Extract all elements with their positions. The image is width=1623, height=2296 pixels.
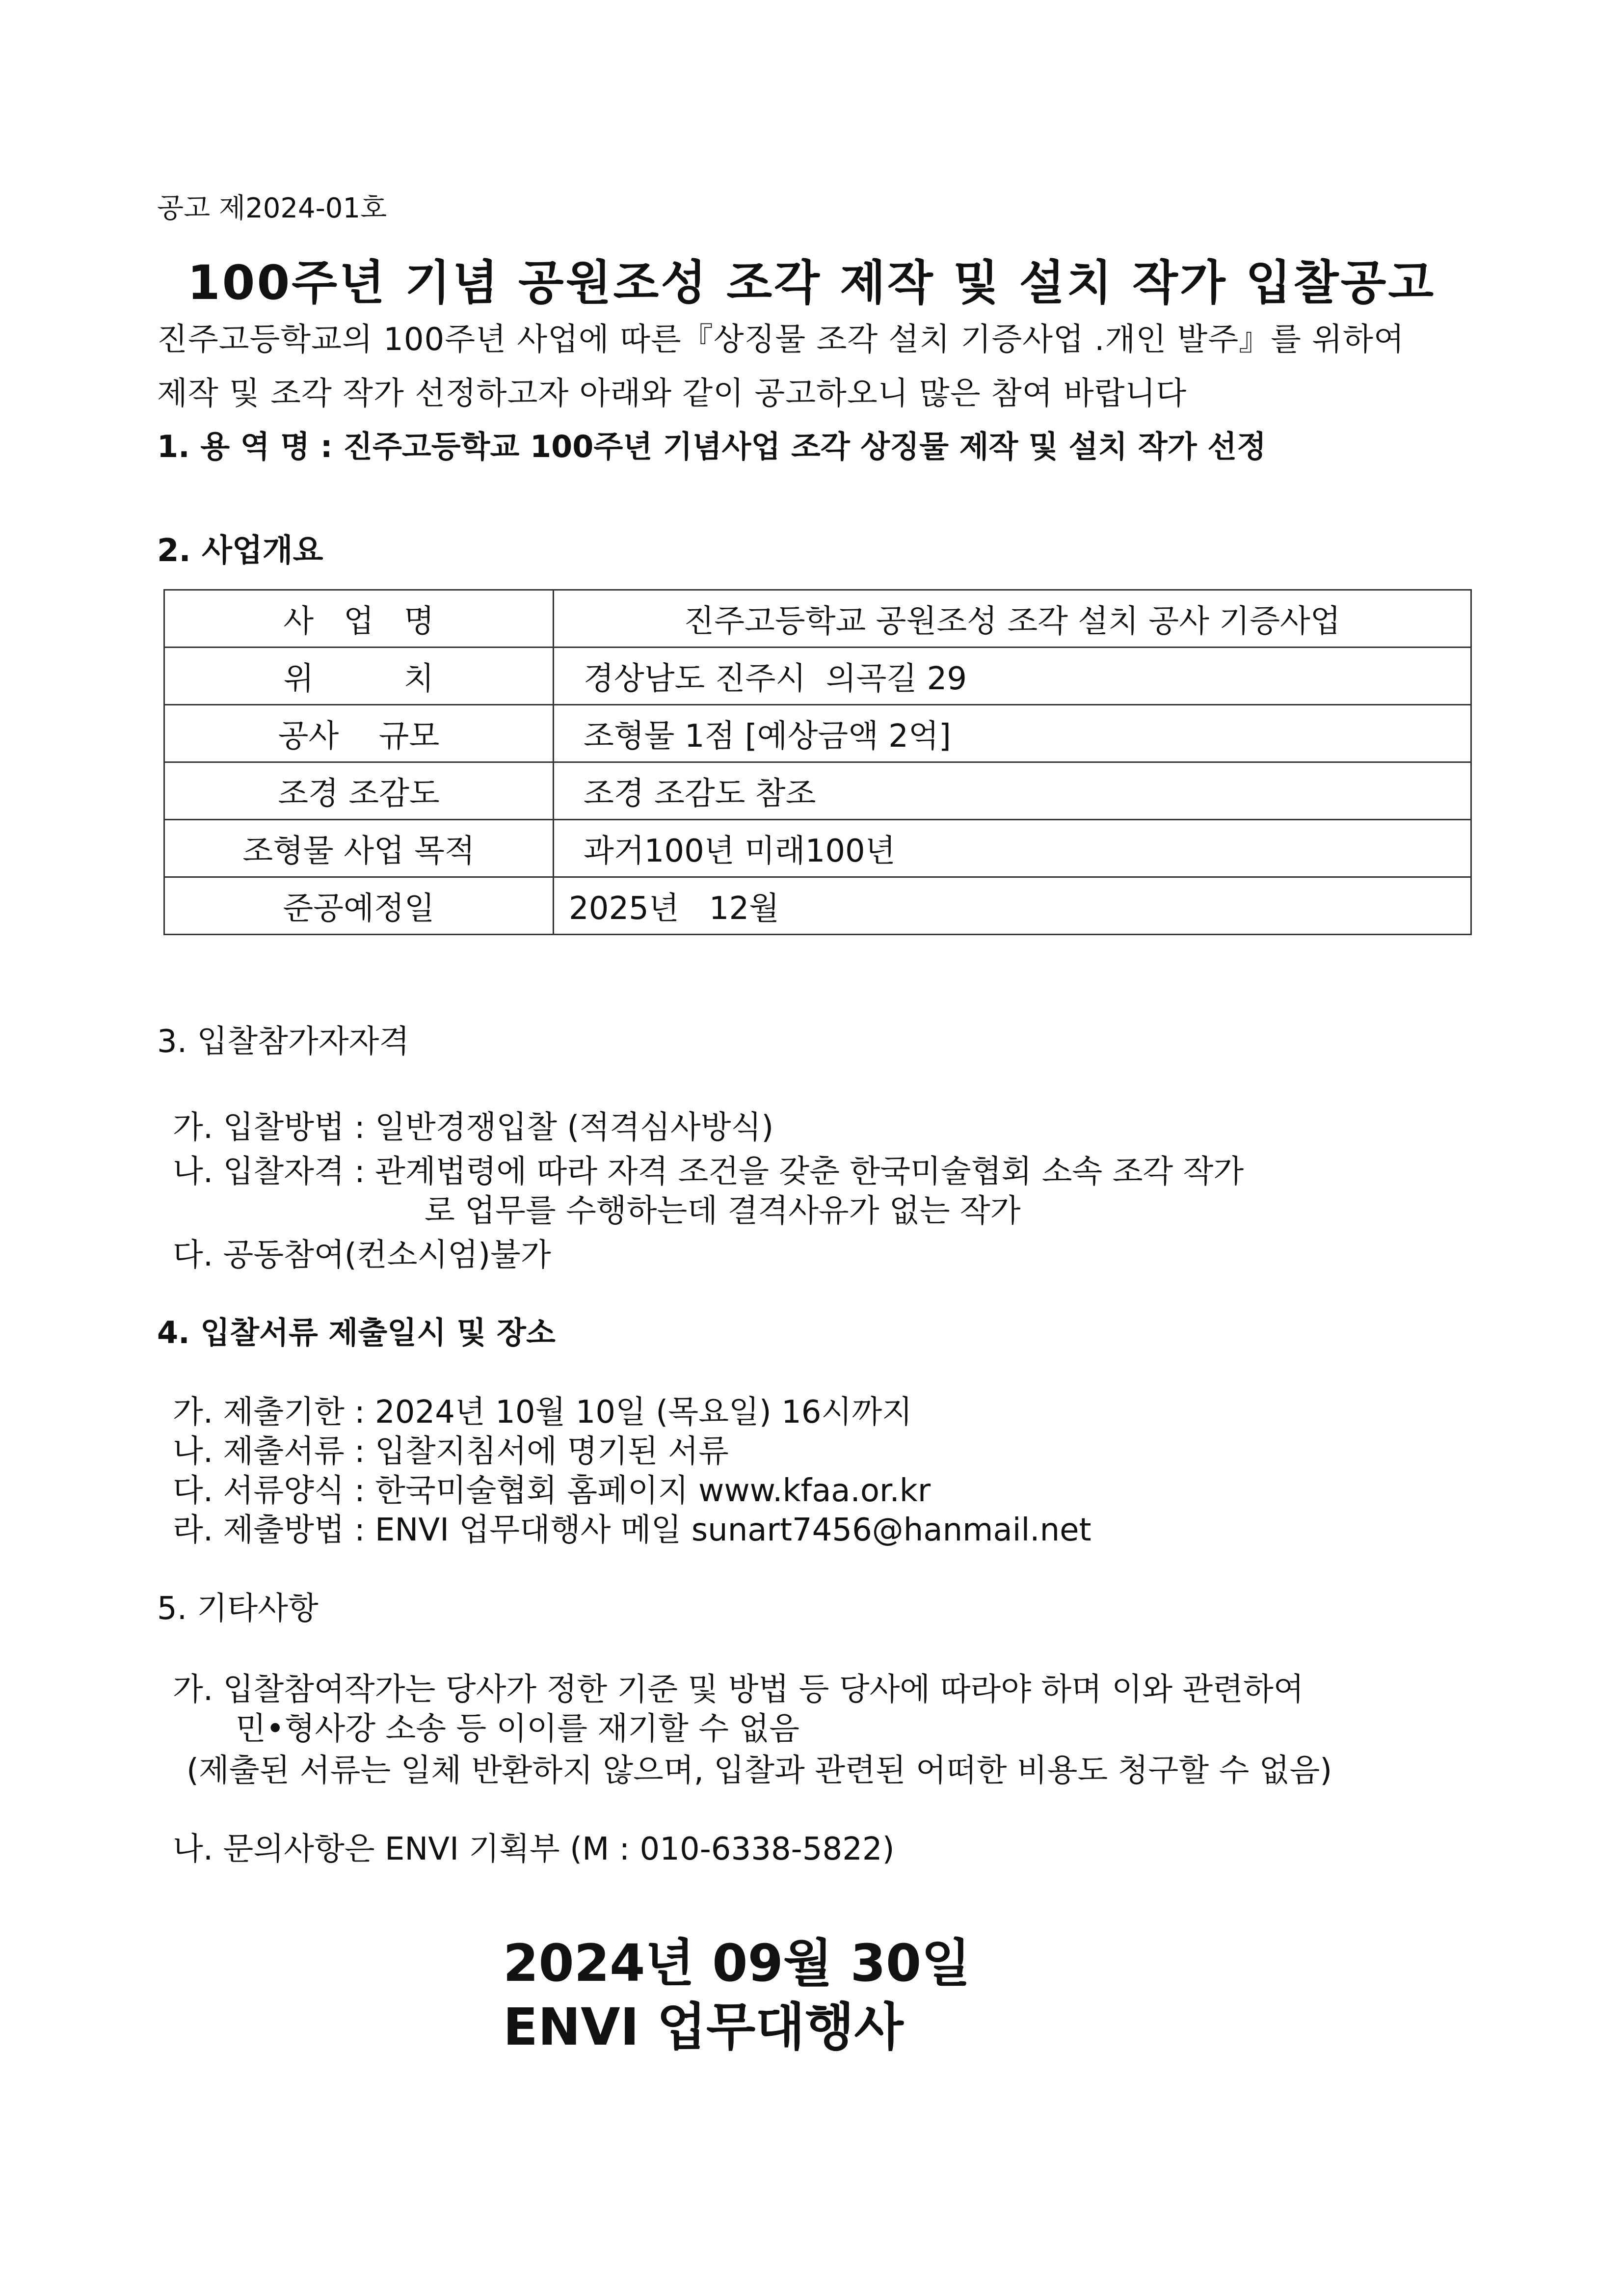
list-item: 나. 제출서류 : 입찰지침서에 명기된 서류 bbox=[173, 1433, 729, 1470]
list-item-continuation: 로 업무를 수행하는데 결격사유가 없는 작가 bbox=[425, 1193, 1021, 1229]
row-value: 진주고등학교 공원조성 조각 설치 공사 기증사업 bbox=[554, 590, 1471, 648]
table-row bbox=[164, 762, 1471, 820]
list-item: 가. 제출기한 : 2024년 10월 10일 (목요일) 16시까지 bbox=[173, 1394, 912, 1431]
list-item-note: (제출된 서류는 일체 반환하지 않으며, 입찰과 관련된 어떠한 비용도 청구할 수 없음) bbox=[186, 1753, 1332, 1789]
list-item: 라. 제출방법 : ENVI 업무대행사 메일 sunart7456@hanmail.net bbox=[173, 1512, 1091, 1548]
row-value: 조경 조감도 참조 bbox=[554, 762, 1471, 820]
table-row bbox=[164, 820, 1471, 877]
list-item: 가. 입찰참여작가는 당사가 정한 기준 및 방법 등 당사에 따라야 하며 이와 관련하여 bbox=[173, 1672, 1304, 1708]
section-2-heading: 2. 사업개요 bbox=[157, 533, 323, 569]
list-item-continuation: 민•형사강 소송 등 이이를 재기할 수 없음 bbox=[236, 1711, 799, 1747]
list-item: 다. 공동참여(컨소시엄)불가 bbox=[173, 1237, 551, 1273]
table-row bbox=[164, 648, 1471, 705]
row-value: 조형물 1점 [예상금액 2억] bbox=[554, 705, 1471, 762]
table-row bbox=[164, 590, 1471, 648]
announcement-date: 2024년 09월 30일 bbox=[503, 1933, 971, 1993]
section-3-heading: 3. 입찰참가자자격 bbox=[157, 1024, 410, 1060]
row-label: 공사 규모 bbox=[164, 705, 554, 762]
row-value: 경상남도 진주시 의곡길 29 bbox=[554, 648, 1471, 705]
row-label: 조형물 사업 목적 bbox=[164, 820, 554, 877]
list-item: 가. 입찰방법 : 일반경쟁입찰 (적격심사방식) bbox=[173, 1109, 774, 1146]
intro-line-2: 제작 및 조각 작가 선정하고자 아래와 같이 공고하오니 많은 참여 바랍니다 bbox=[157, 376, 1187, 412]
table-row bbox=[164, 705, 1471, 762]
list-item: 다. 서류양식 : 한국미술협회 홈페이지 www.kfaa.or.kr bbox=[173, 1473, 931, 1509]
list-item: 나. 입찰자격 : 관계법령에 따라 자격 조건을 갖춘 한국미술협회 소속 조각 작가 bbox=[173, 1154, 1244, 1190]
row-label: 위 치 bbox=[164, 648, 554, 705]
section-4-heading: 4. 입찰서류 제출일시 및 장소 bbox=[157, 1315, 556, 1351]
issuing-organization: ENVI 업무대행사 bbox=[503, 1997, 904, 2057]
list-item: 나. 문의사항은 ENVI 기획부 (M : 010-6338-5822) bbox=[173, 1831, 895, 1867]
intro-line-1: 진주고등학교의 100주년 사업에 따른『상징물 조각 설치 기증사업 .개인 발주』를 위하여 bbox=[157, 322, 1405, 358]
row-label: 준공예정일 bbox=[164, 877, 554, 935]
row-label: 사 업 명 bbox=[164, 590, 554, 648]
section-1-project-name: 1. 용 역 명 : 진주고등학교 100주년 기념사업 조각 상징물 제작 및 설치 작가 선정 bbox=[157, 429, 1266, 464]
document-title: 100주년 기념 공원조성 조각 제작 및 설치 작가 입찰공고 bbox=[187, 255, 1436, 310]
row-value: 과거100년 미래100년 bbox=[554, 820, 1471, 877]
row-label: 조경 조감도 bbox=[164, 762, 554, 820]
section-5-heading: 5. 기타사항 bbox=[157, 1591, 319, 1627]
document-reference-number: 공고 제2024-01호 bbox=[157, 192, 387, 224]
row-value: 2025년 12월 bbox=[554, 877, 1471, 935]
table-row bbox=[164, 877, 1471, 935]
project-overview-table bbox=[163, 589, 1472, 935]
